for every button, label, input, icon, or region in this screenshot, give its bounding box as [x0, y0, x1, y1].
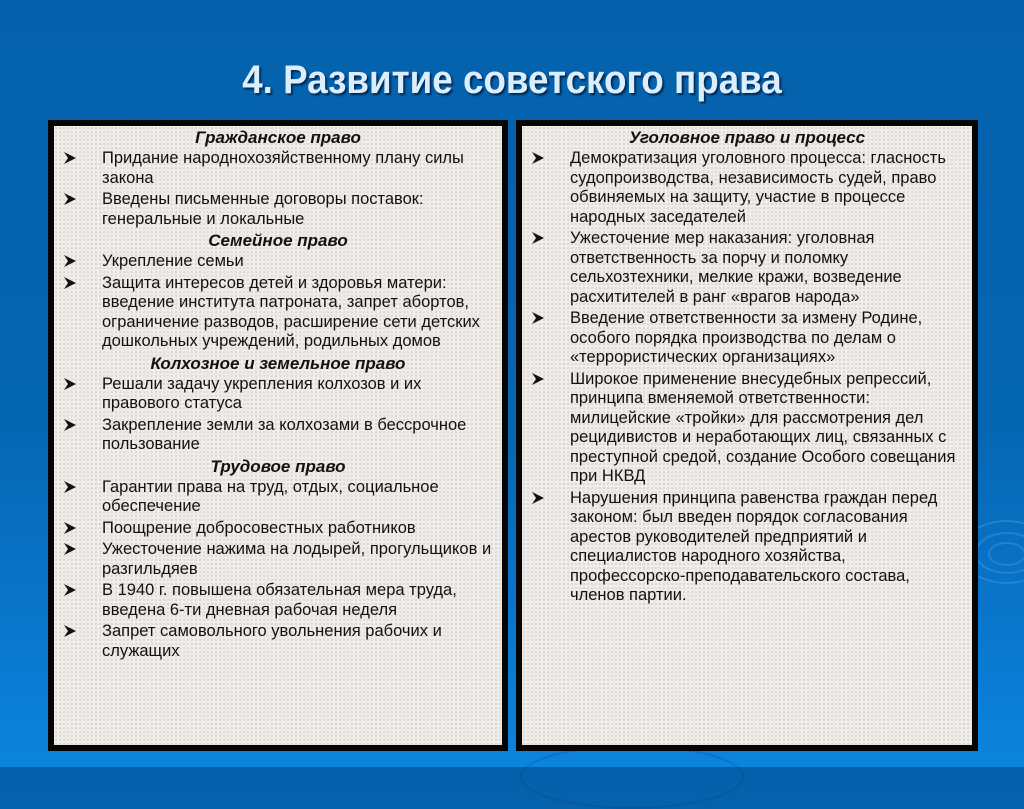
arrowhead-bullet-icon: [532, 232, 544, 244]
list-item: Ужесточение мер наказания: уголовная ответственность за порчу и поломку сельхозтехники, мелкие кражи, возведение расхитителей в ранг «врагов народа»: [532, 229, 962, 307]
list-item: Ужесточение нажима на лодырей, прогульщиков и разгильдяев: [64, 540, 492, 579]
civil-law-list: [64, 149, 492, 229]
list-item: Поощрение добросовестных работников: [64, 519, 492, 539]
list-item: Закрепление земли за колхозами в бессрочное пользование: [64, 416, 492, 455]
list-item: Решали задачу укрепления колхозов и их правового статуса: [64, 375, 492, 414]
arrowhead-bullet-icon: [532, 312, 544, 324]
section-heading-labor-law: Трудовое право: [210, 456, 346, 476]
arrowhead-bullet-icon: [64, 584, 76, 596]
section-heading-criminal-law: Уголовное право и процесс: [628, 128, 866, 147]
arrowhead-bullet-icon: [64, 378, 76, 390]
arrowhead-bullet-icon: [64, 522, 76, 534]
slide-title: 4. Развитие советского права: [242, 58, 782, 102]
list-item: Придание народнохозяйственному плану силы закона: [64, 149, 492, 188]
section-heading-family-law: Семейное право: [208, 231, 348, 250]
arrowhead-bullet-icon: [64, 543, 76, 555]
left-panel: [48, 120, 508, 751]
family-law-list: [64, 252, 492, 352]
list-item: Демократизация уголовного процесса: гласность судопроизводства, независимость судей, право обвиняемых на защиту, участие в процессе народных заседателей: [532, 149, 962, 227]
arrowhead-bullet-icon: [64, 277, 76, 289]
arrowhead-bullet-icon: [64, 419, 76, 431]
arrowhead-bullet-icon: [64, 255, 76, 267]
list-item: В 1940 г. повышена обязательная мера труда, введена 6-ти дневная рабочая неделя: [64, 581, 492, 620]
list-item: Запрет самовольного увольнения рабочих и служащих: [64, 622, 492, 661]
right-panel: [516, 120, 978, 751]
list-item: Введены письменные договоры поставок: генеральные и локальные: [64, 190, 492, 229]
criminal-law-list: [532, 149, 962, 606]
arrowhead-bullet-icon: [64, 481, 76, 493]
arrowhead-bullet-icon: [532, 492, 544, 504]
section-heading-civil-law: Гражданское право: [195, 128, 361, 147]
list-item: Нарушения принципа равенства граждан перед законом: был введен порядок согласования арестов руководителей предприятий и специалистов народного хозяйства, профессорско-преподавательского состава, членов партии.: [532, 489, 962, 606]
list-item: Укрепление семьи: [64, 252, 492, 272]
arrowhead-bullet-icon: [64, 193, 76, 205]
arrowhead-bullet-icon: [64, 152, 76, 164]
collective-farm-law-list: [64, 375, 492, 455]
list-item: Гарантии права на труд, отдых, социальное обеспечение: [64, 478, 492, 517]
arrowhead-bullet-icon: [64, 625, 76, 637]
arrowhead-bullet-icon: [532, 373, 544, 385]
list-item: Широкое применение внесудебных репрессий, принципа вменяемой ответственности: милицейские «тройки» для рассмотрения дел рецидивистов и неработающих лиц, связанных с преступной средой, создание Особого совещания при НКВД: [532, 370, 962, 487]
list-item: Введение ответственности за измену Родине, особого порядка производства по делам о «террористических организациях»: [532, 309, 962, 368]
section-heading-collective-farm-land-law: Колхозное и земельное право: [150, 353, 406, 373]
list-item: Защита интересов детей и здоровья матери: введение института патроната, запрет абортов, ограничение разводов, расширение сети детских дошкольных учреждений, родильных домов: [64, 274, 492, 352]
labor-law-list: [64, 478, 492, 662]
arrowhead-bullet-icon: [532, 152, 544, 164]
